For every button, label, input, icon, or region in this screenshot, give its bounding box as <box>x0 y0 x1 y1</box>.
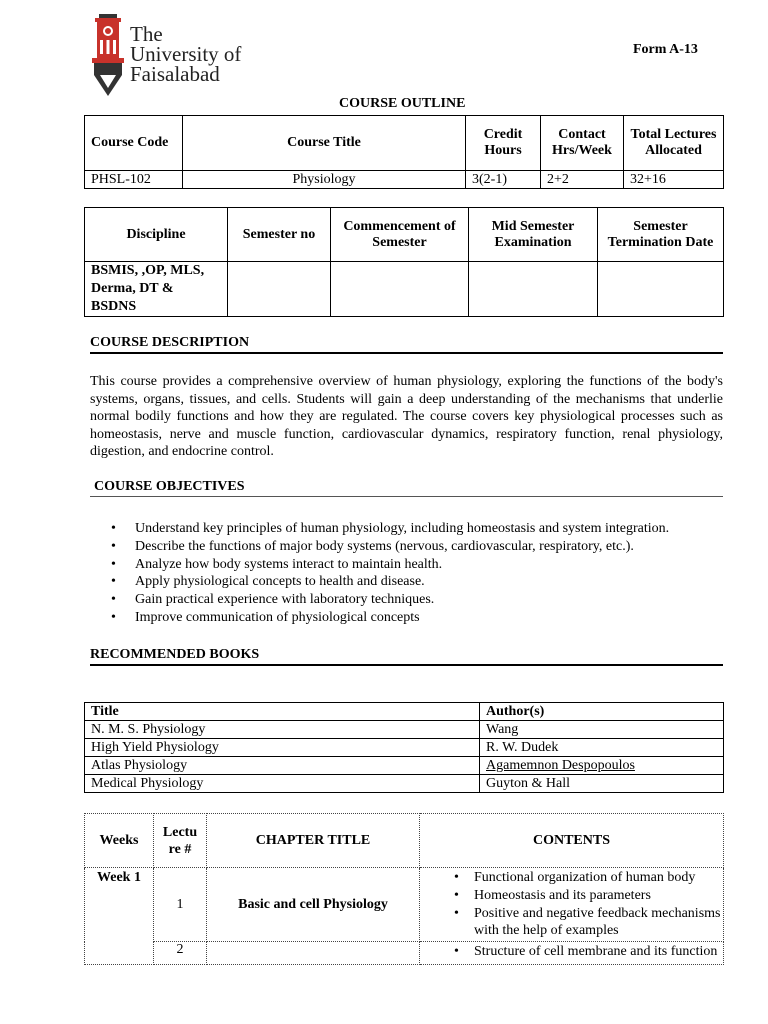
header-contact-hours: Contact Hrs/Week <box>541 116 624 171</box>
header-book-author: Author(s) <box>480 703 724 721</box>
header-discipline: Discipline <box>85 208 228 262</box>
table-row <box>85 757 724 775</box>
mid-semester-value <box>469 262 598 317</box>
header-chapter-title: CHAPTER TITLE <box>207 814 420 868</box>
divider <box>90 664 723 666</box>
list-item: • Positive and negative feedback mechanisms with the help of examples <box>474 905 721 941</box>
list-item: • Improve communication of physiological concepts <box>135 609 669 627</box>
book-title: High Yield Physiology <box>85 739 480 757</box>
objectives-list <box>90 520 669 627</box>
university-logo <box>90 14 245 98</box>
discipline-value: BSMIS, ,OP, MLS, Derma, DT & BSDNS <box>85 262 228 317</box>
credit-hours-value: 3(2-1) <box>466 171 541 189</box>
course-title-value: Physiology <box>183 171 466 189</box>
chapter-title <box>207 942 420 965</box>
lecture-number: 1 <box>154 868 207 942</box>
header-course-code: Course Code <box>85 116 183 171</box>
chapter-title: Basic and cell Physiology <box>207 868 420 942</box>
total-lectures-value: 32+16 <box>624 171 724 189</box>
header-commencement: Commencement of Semester <box>331 208 469 262</box>
contact-hours-value: 2+2 <box>541 171 624 189</box>
form-number: Form A-13 <box>633 42 698 57</box>
header-lecture-number: Lectu re # <box>154 814 207 868</box>
table-row <box>85 942 724 965</box>
divider <box>90 352 723 354</box>
course-code-value: PHSL-102 <box>85 171 183 189</box>
table-row <box>85 739 724 757</box>
list-item: • Understand key principles of human physiology, including homeostasis and system integration. <box>135 520 669 538</box>
header-course-title: Course Title <box>183 116 466 171</box>
list-item: • Functional organization of human body <box>474 869 721 887</box>
week-label: Week 1 <box>85 868 154 965</box>
table-row <box>85 775 724 793</box>
list-item: • Homeostasis and its parameters <box>474 887 721 905</box>
book-title: Atlas Physiology <box>85 757 480 775</box>
university-name: The University of Faisalabad <box>130 22 242 86</box>
table-row <box>85 868 724 942</box>
table-row <box>85 721 724 739</box>
header-book-title: Title <box>85 703 480 721</box>
list-item: • Gain practical experience with laboratory techniques. <box>135 591 669 609</box>
page-title: COURSE OUTLINE <box>339 96 466 111</box>
header-termination-date: Semester Termination Date <box>598 208 724 262</box>
course-info-table <box>84 115 724 189</box>
list-item: • Describe the functions of major body systems (nervous, cardiovascular, respiratory, etc.). <box>135 538 669 556</box>
divider <box>90 496 723 497</box>
book-author: Guyton & Hall <box>480 775 724 793</box>
list-item: • Structure of cell membrane and its function <box>474 943 721 961</box>
list-item: • Analyze how body systems interact to maintain health. <box>135 556 669 574</box>
book-title: N. M. S. Physiology <box>85 721 480 739</box>
header-semester-no: Semester no <box>228 208 331 262</box>
semester-table <box>84 207 724 317</box>
schedule-table <box>84 813 724 965</box>
semester-no-value <box>228 262 331 317</box>
header-weeks: Weeks <box>85 814 154 868</box>
book-author: R. W. Dudek <box>480 739 724 757</box>
lecture-contents <box>420 942 724 965</box>
recommended-books-heading: RECOMMENDED BOOKS <box>90 647 260 662</box>
commencement-value <box>331 262 469 317</box>
books-table <box>84 702 724 793</box>
header-contents: CONTENTS <box>420 814 724 868</box>
course-description-heading: COURSE DESCRIPTION <box>90 335 250 350</box>
lecture-number: 2 <box>154 942 207 965</box>
course-objectives-heading: COURSE OBJECTIVES <box>94 479 245 494</box>
course-description-text: This course provides a comprehensive overview of human physiology, exploring the functions of the body's systems, organs, tissues, and cells. Students will gain a deep understanding of the mechanisms that underlie normal bodily functions and how they are regulated. The course covers key physiological processes such as homeostasis, nerve and muscle function, cardiovascular dynamics, respiratory function, renal physiology, digestion, and endocrine control. <box>90 374 723 460</box>
lecture-contents <box>420 868 724 942</box>
header-total-lectures: Total Lectures Allocated <box>624 116 724 171</box>
header-credit-hours: Credit Hours <box>466 116 541 171</box>
book-title: Medical Physiology <box>85 775 480 793</box>
termination-date-value <box>598 262 724 317</box>
tower-logo-icon <box>90 14 126 98</box>
list-item: • Apply physiological concepts to health and disease. <box>135 573 669 591</box>
book-author: Agamemnon Despopoulos <box>480 757 724 775</box>
book-author: Wang <box>480 721 724 739</box>
header-mid-semester: Mid Semester Examination <box>469 208 598 262</box>
